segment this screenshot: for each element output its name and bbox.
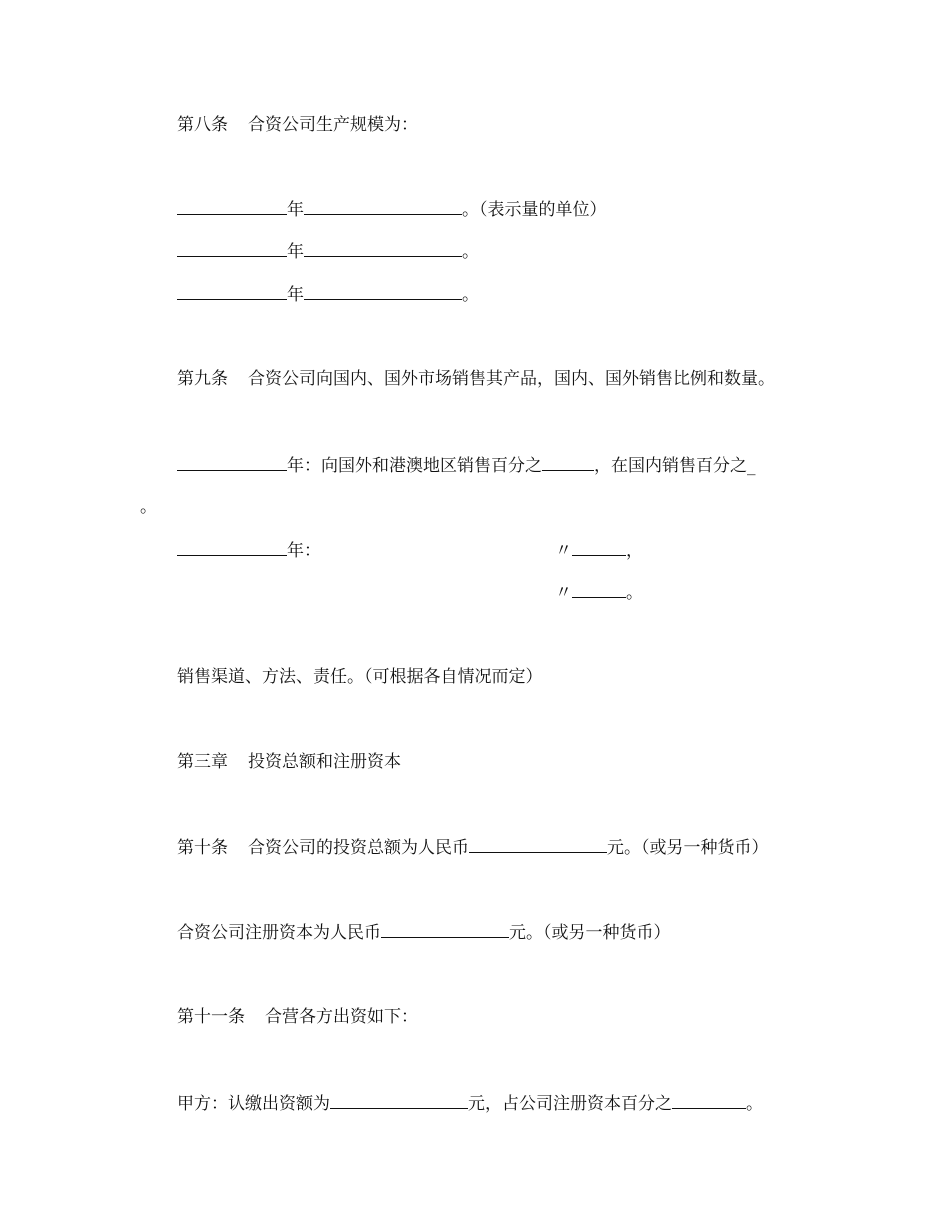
blank-ditto-1[interactable] xyxy=(572,539,626,556)
registered-currency-note: 元。（或另一种货币） xyxy=(509,923,671,943)
blank-quantity-1[interactable] xyxy=(304,198,462,215)
ditto-mark: 〃 xyxy=(555,583,572,603)
scale-unit-note: 。（表示量的单位） xyxy=(462,200,607,220)
sales-channels xyxy=(177,666,543,688)
registered-capital-text: 合资公司注册资本为人民币 xyxy=(177,923,381,943)
blank-registered-capital[interactable] xyxy=(381,921,509,938)
article-8-heading xyxy=(177,114,418,136)
sales-ditto-line-2 xyxy=(555,581,643,604)
article-11-text: 合营各方出资如下： xyxy=(265,1007,418,1027)
article-8-text: 合资公司生产规模为： xyxy=(248,115,418,135)
blank-sales-year-1[interactable] xyxy=(177,454,287,471)
blank-party-a-percent[interactable] xyxy=(672,1092,746,1109)
year-label: 年 xyxy=(287,200,304,220)
article-8-number: 第八条 xyxy=(177,115,228,135)
blank-party-a-amount[interactable] xyxy=(330,1092,468,1109)
party-a-percent-text: 元，占公司注册资本百分之 xyxy=(468,1094,672,1114)
article-10 xyxy=(177,836,769,859)
scale-line-2 xyxy=(177,240,479,263)
registered-capital xyxy=(177,921,671,944)
comma: ， xyxy=(626,541,643,561)
article-9-number: 第九条 xyxy=(177,369,228,389)
period: 。 xyxy=(462,285,479,305)
sales-line-1 xyxy=(177,454,756,477)
chapter-3-number: 第三章 xyxy=(177,752,228,772)
period: 。 xyxy=(462,242,479,262)
period: 。 xyxy=(746,1094,763,1114)
blank-quantity-2[interactable] xyxy=(304,240,462,257)
article-9-text: 合资公司向国内、国外市场销售其产品，国内、国外销售比例和数量。 xyxy=(248,369,775,389)
sales-channels-text: 销售渠道、方法、责任。（可根据各自情况而定） xyxy=(177,667,543,687)
article-10-number: 第十条 xyxy=(177,838,228,858)
scale-line-3 xyxy=(177,283,479,306)
period: 。 xyxy=(626,583,643,603)
period: 。 xyxy=(140,497,157,517)
article-11-heading xyxy=(177,1006,418,1028)
ditto-mark: 〃 xyxy=(555,541,572,561)
blank-ditto-2[interactable] xyxy=(572,581,626,598)
article-10-currency-note: 元。（或另一种货币） xyxy=(607,838,769,858)
sales-export-label: 年：向国外和港澳地区销售百分之 xyxy=(287,456,542,476)
blank-year-1[interactable] xyxy=(177,198,287,215)
chapter-3-heading xyxy=(177,751,401,773)
party-a-text: 甲方：认缴出资额为 xyxy=(177,1094,330,1114)
year-colon-label: 年： xyxy=(287,541,321,561)
article-11-number: 第十一条 xyxy=(177,1007,245,1027)
blank-sales-year-2[interactable] xyxy=(177,539,287,556)
sales-line-2 xyxy=(177,539,321,562)
blank-year-3[interactable] xyxy=(177,283,287,300)
article-9-heading xyxy=(177,368,775,390)
scale-line-1 xyxy=(177,198,607,221)
blank-domestic-percent[interactable]: _ xyxy=(747,456,756,476)
article-10-text: 合资公司的投资总额为人民币 xyxy=(248,838,469,858)
blank-total-investment[interactable] xyxy=(469,836,607,853)
blank-year-2[interactable] xyxy=(177,240,287,257)
year-label: 年 xyxy=(287,285,304,305)
sales-line-1-wrap xyxy=(140,496,157,518)
year-label: 年 xyxy=(287,242,304,262)
blank-quantity-3[interactable] xyxy=(304,283,462,300)
chapter-3-title: 投资总额和注册资本 xyxy=(248,752,401,772)
sales-domestic-label: ，在国内销售百分之 xyxy=(594,456,747,476)
blank-export-percent[interactable] xyxy=(542,454,594,471)
party-a-contribution xyxy=(177,1092,763,1115)
sales-ditto-line-1 xyxy=(555,539,643,562)
